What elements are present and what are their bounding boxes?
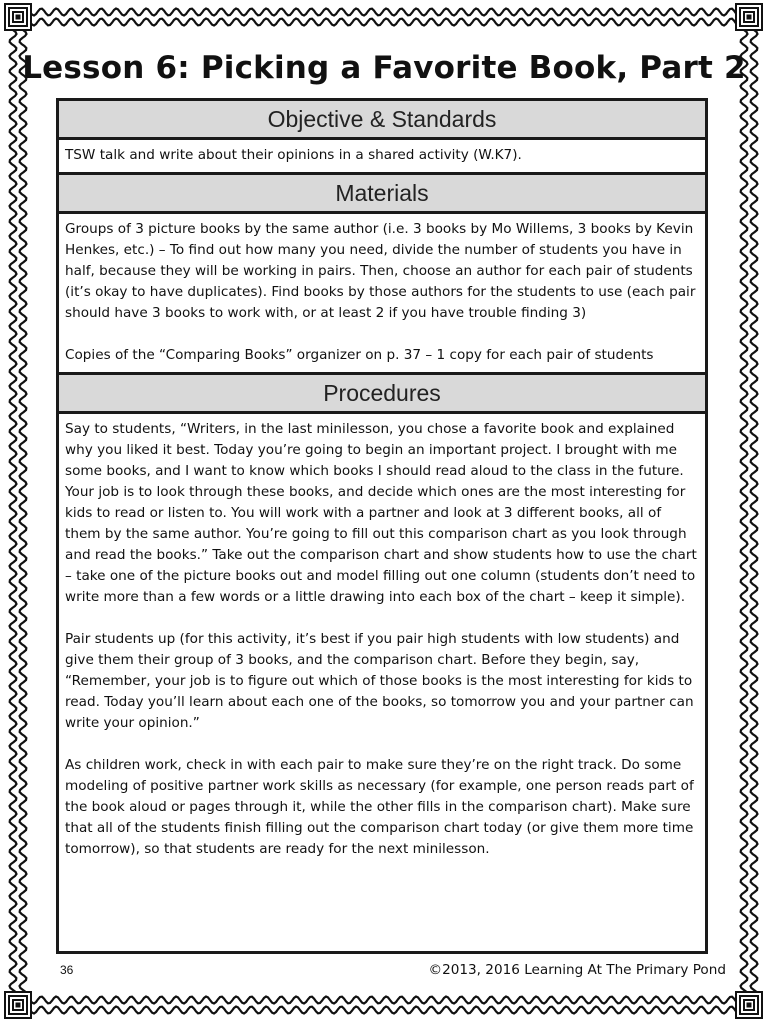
objective-text: TSW talk and write about their opinions in a shared activity (W.K7).	[65, 147, 522, 163]
border-wave-line	[30, 997, 738, 1004]
border-wave-line	[741, 30, 748, 994]
objective-body	[59, 140, 705, 175]
procedures-paragraph: Say to students, “Writers, in the last minilesson, you chose a favorite book and explained why you liked it best. Today you’re going to begin an important project. I brought with me some books, and I want to know which books I should read aloud to the class in the future. Your job is to look through these books, and decide which ones are the most interesting for kids to read or listen to. You will work with a partner and look at 3 different books, all of them by the same author. You’re going to fill out this comparison chart as you look through and read the books.” Take out the comparison chart and show students how to use the chart – take one of the picture books out and model filling out one column (students don’t need to write more than a few words or a little drawing into each box of the chart – keep it simple).	[65, 421, 697, 605]
border-wave-line	[10, 30, 17, 994]
border-wave-line	[751, 30, 758, 994]
materials-body	[59, 214, 705, 375]
border-wave-line	[30, 9, 738, 16]
procedures-paragraph: As children work, check in with each pair to make sure they’re on the right track. Do some modeling of positive partner work skills as necessary (for example, one person reads part of the book aloud or pages through it, while the other fills in the comparison chart). Make sure that all of the students finish filling out the comparison chart today (or give them more time tomorrow), so that students are ready for the next minilesson.	[65, 757, 694, 857]
corner-spiral-icon	[5, 4, 31, 30]
corner-spiral-icon	[736, 992, 762, 1018]
border-wave-line	[30, 19, 738, 26]
procedures-paragraph: Pair students up (for this activity, it’s best if you pair high students with low students) and give them their group of 3 books, and the comparison chart. Before they begin, say, “Remember, your job is to figure out which of those books is the most interesting for kids to read. Today you’ll learn about each one of the books, so tomorrow you and your partner can write your opinion.”	[65, 631, 694, 731]
materials-heading: Materials	[59, 175, 705, 214]
border-wave-line	[30, 1007, 738, 1014]
procedures-body	[59, 414, 705, 866]
page-number: 36	[60, 963, 74, 977]
copyright-notice: ©2013, 2016 Learning At The Primary Pond	[428, 962, 726, 978]
corner-spiral-icon	[5, 992, 31, 1018]
procedures-heading: Procedures	[59, 375, 705, 414]
page-title: Lesson 6: Picking a Favorite Book, Part 2	[22, 50, 746, 86]
border-wave-line	[20, 30, 27, 994]
materials-paragraph: Copies of the “Comparing Books” organizer on p. 37 – 1 copy for each pair of students	[65, 347, 654, 363]
lesson-plan-table	[56, 98, 708, 954]
materials-paragraph: Groups of 3 picture books by the same author (i.e. 3 books by Mo Willems, 3 books by Kevin Henkes, etc.) – To find out how many you need, divide the number of students you have in half, because they will be working in pairs. Then, choose an author for each pair of students (it’s okay to have duplicates). Find books by those authors for the students to use (each pair should have 3 books to work with, or at least 2 if you have trouble finding 3)	[65, 221, 696, 321]
corner-spiral-icon	[736, 4, 762, 30]
objective-heading: Objective & Standards	[59, 101, 705, 140]
